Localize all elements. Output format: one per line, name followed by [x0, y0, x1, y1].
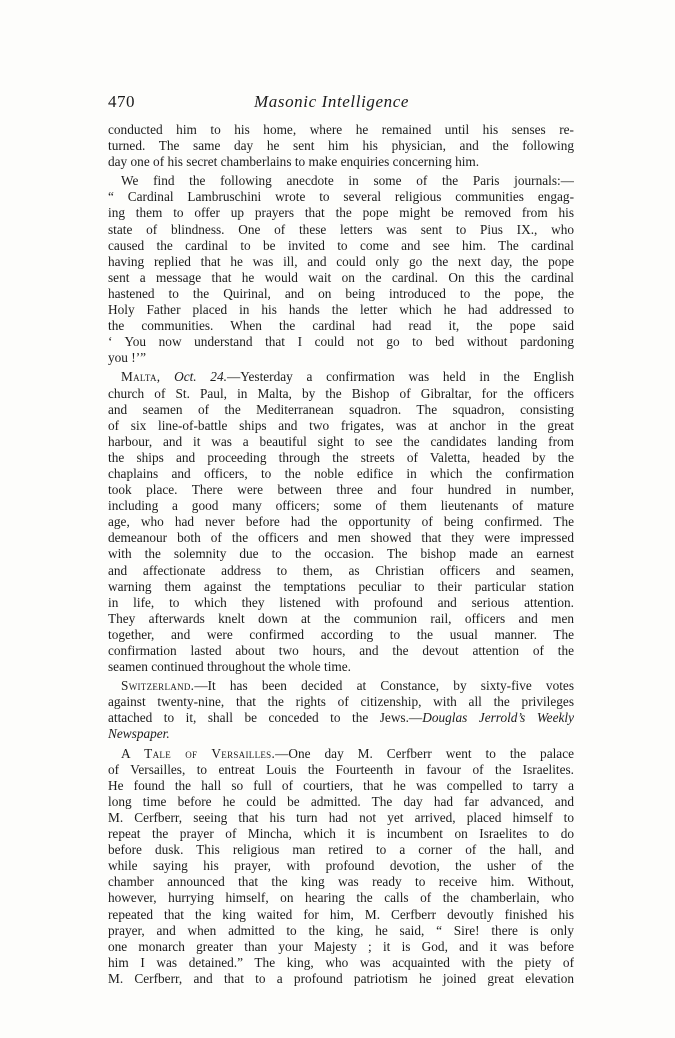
text-line: ‘ You now understand that I could not go to bed without pardoning	[108, 334, 574, 350]
line-text: —One day M. Cerfberr went to the palace	[275, 745, 574, 761]
text-line: including a good many officers; some of them lieutenants of mature	[108, 498, 574, 514]
source-citation: Douglas Jerrold’s Weekly	[422, 710, 574, 726]
text-line: He found the hall so full of courtiers, that he was compelled to tarry a	[108, 777, 574, 793]
text-line: confirmation lasted about two hours, and the devout attention of the	[108, 643, 574, 658]
text-line: having replied that he was ill, and could only go the next day, the pope	[108, 253, 574, 269]
text-line: chaplains and officers, to the noble edifice in which the confirmation	[108, 465, 574, 481]
text-line: chamber announced that the king was ready to receive him. Without,	[108, 874, 574, 890]
section-lead: Malta,	[121, 369, 161, 385]
text-line: together, and were confirmed according to the usual manner. The	[108, 626, 574, 642]
text-line: conducted him to his home, where he remained until his senses re-	[108, 122, 574, 137]
text-line: They afterwards knelt down at the communion rail, officers and men	[108, 610, 574, 626]
text-line: prayer, and when admitted to the king, he said, “ Sire! there is only	[108, 922, 574, 938]
text-line: took place. There were between three and four hundred in number,	[108, 482, 574, 498]
text-line: while saying his prayer, with profound devotion, the usher of the	[108, 858, 574, 874]
text-line: church of St. Paul, in Malta, by the Bishop of Gibraltar, for the officers	[108, 385, 574, 401]
text-line: day one of his secret chamberlains to make enquiries concerning him.	[108, 154, 480, 170]
text-line: of six line-of-battle ships and two frigates, was at anchor in the great	[108, 417, 574, 433]
body-text	[108, 122, 574, 990]
text-line: turned. The same day he sent him his physician, and the following	[108, 138, 574, 154]
page-header	[108, 92, 574, 114]
text-line: before dusk. This religious man retired to a corner of the hall, and	[108, 842, 574, 858]
paragraph-switzerland	[108, 678, 574, 742]
text-line: sent a message that he would wait on the cardinal. On this the cardinal	[108, 269, 574, 285]
text-line: M. Cerfberr, seeing that his turn had not yet arrived, placed himself to	[108, 809, 574, 825]
text-line: against twenty-nine, that the rights of citizenship, with all the privileges	[108, 694, 574, 710]
paragraph-tale-of-versailles	[108, 746, 574, 987]
text-line: repeated that the king waited for him, M. Cerfberr devoutly finished his	[108, 906, 574, 922]
text-line: warning them against the temptations peculiar to their particular station	[108, 578, 574, 594]
text-line: demeanour both of the officers and men showed that they were impressed	[108, 530, 574, 546]
text-line: seamen continued throughout the whole time.	[108, 659, 351, 675]
text-line: state of blindness. One of these letters was sent to Pius IX., who	[108, 221, 574, 237]
text-line: repeat the prayer of Mincha, which it is incumbent on Israelites to do	[108, 826, 574, 842]
text-line: the ships and proceeding through the streets of Valetta, headed by the	[108, 449, 574, 465]
text-line: caused the cardinal to be invited to come and see him. The cardinal	[108, 237, 574, 253]
paragraph-continuation	[108, 122, 574, 170]
text-line: We find the following anecdote in some of the Paris journals:—	[121, 173, 574, 189]
source-citation: Newspaper.	[108, 726, 170, 742]
text-line: age, who had never before had the opportunity of being confirmed. The	[108, 514, 574, 530]
text-line: and affectionate address to them, as Christian officers and seamen,	[108, 562, 574, 578]
paragraph-malta	[108, 369, 574, 675]
text-line: Holy Father placed in his hands the letter which he had addressed to	[108, 302, 574, 318]
text-line: M. Cerfberr, and that to a profound patriotism he joined great elevation	[108, 970, 574, 986]
line-text: —It has been decided at Constance, by sixty-five votes	[194, 678, 574, 694]
line-text: —Yesterday a confirmation was held in the English	[226, 369, 574, 385]
page-number: 470	[108, 92, 135, 111]
section-date: Oct. 24.	[160, 369, 227, 385]
running-title: Masonic Intelligence	[254, 92, 410, 111]
text-line: him I was detained.” The king, who was acquainted with the piety of	[108, 954, 574, 970]
line-text: attached to it, shall be conceded to the Jews.—	[108, 710, 423, 726]
text-line: harbour, and it was a beautiful sight to see the candidates landing from	[108, 433, 574, 449]
text-line	[108, 726, 574, 742]
text-line: one monarch greater than your Majesty ; it is God, and it was before	[108, 938, 574, 954]
text-line	[108, 369, 574, 385]
paragraph-lambruschini-anecdote	[108, 173, 574, 366]
section-lead: Switzerland.	[121, 678, 195, 694]
text-line: long time before he could be admitted. The day had far advanced, and	[108, 793, 574, 809]
text-line: with the solemnity due to the occasion. The bishop made an earnest	[108, 546, 574, 562]
text-line: you !’”	[108, 350, 147, 366]
text-line: of Versailles, to entreat Louis the Fourteenth in favour of the Israelites.	[108, 761, 574, 777]
text-line	[108, 746, 574, 762]
text-line: hastened to the Quirinal, and on being introduced to the pope, the	[108, 285, 574, 301]
text-line: the communities. When the cardinal had read it, the pope said	[108, 318, 574, 334]
text-line	[108, 678, 574, 694]
text-line: ing them to offer up prayers that the pope might be removed from his	[108, 205, 574, 221]
section-lead: A Tale of Versailles.	[121, 745, 276, 761]
text-line: “ Cardinal Lambruschini wrote to several religious communities engag-	[108, 189, 574, 205]
text-line	[108, 710, 574, 726]
text-line: however, hurrying himself, on hearing the calls of the chamberlain, who	[108, 890, 574, 906]
text-line: in life, to which they listened with profound and serious attention.	[108, 594, 574, 610]
text-line: and seamen of the Mediterranean squadron. The squadron, consisting	[108, 401, 574, 417]
